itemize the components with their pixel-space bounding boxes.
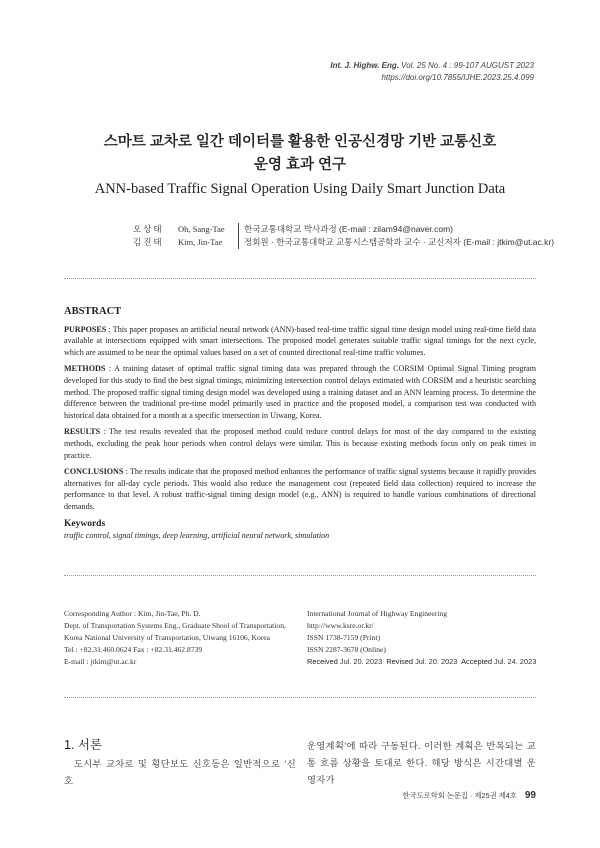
- page-number: 99: [524, 790, 536, 801]
- corresponding-email[interactable]: E-mail : jtkim@ut.ac.kr: [64, 657, 137, 666]
- corresponding-dept: Dept. of Transportation Systems Eng., Graduate Shool of Transportation,: [64, 621, 286, 630]
- title-korean: [0, 131, 600, 177]
- purposes-label: PURPOSES: [64, 324, 107, 334]
- publication-info: [307, 608, 536, 668]
- corresponding-phone: Tel : +82.31.460.0624 Fax : +82.31.462.8739: [64, 645, 203, 654]
- corresponding-institution: Korea National University of Transportation, Uiwang 16106, Korea: [64, 633, 271, 642]
- conclusions-label: CONCLUSIONS: [64, 467, 124, 477]
- conclusions-text: : The results indicate that the proposed method enhances the performance of traffic signal systems because it rapidly provides alternatives for all-day cycle periods. This would also reduce the management cost (repeated field data collection) required to increase the performance to that level. A robust traffic-signal timing design model (e.g., ANN) is required to handle various combinations of directional demands.: [64, 467, 536, 511]
- journal-citation: [330, 60, 534, 72]
- author-affiliation: 한국교통대학교 박사과정 (E-mail : zilam94@naver.com): [238, 223, 453, 236]
- methods-text: : A training dataset of optimal traffic signal timing data was prepared through the CORSIM Optimal Signal Timing program developed for this study to find the best signal timings, minimizing intersection control delays estimated with CORSIM and a heuristic searching method. The proposed traffic signal timing design model was developed using a training dataset and an ANN learning process. To determine the difference between the traditional pre-time model primarily used in practice and the proposed model, a comparison test was conducted with historical data obtained for a month at a specific intersection in Uiwang, Korea.: [64, 364, 536, 420]
- methods-label: METHODS: [64, 364, 106, 374]
- author-name-ko: 오상태: [133, 224, 164, 234]
- abstract-methods: [64, 363, 536, 421]
- correspondence-block: [64, 608, 286, 668]
- abstract-results: [64, 426, 536, 461]
- journal-volume: Vol. 25 No. 4 : 99-107 AUGUST 2023: [398, 61, 534, 70]
- revised-label: Revised: [386, 657, 414, 666]
- title-korean-line2: 운영 효과 연구: [253, 157, 347, 173]
- journal-url[interactable]: http://www.ksre.or.kr/: [307, 621, 374, 630]
- received-date: Jul. 20. 2023: [339, 657, 383, 666]
- page-footer: [403, 790, 536, 801]
- title-english: ANN-based Traffic Signal Operation Using Daily Smart Junction Data: [94, 181, 506, 197]
- author-name-en: Kim, Jin-Tae: [178, 237, 223, 247]
- body-text-left-column: 도시부 교차로 및 횡단보도 신호등은 일반적으로 ‘신호: [64, 759, 296, 786]
- publication-dates: [307, 656, 536, 668]
- revised-date: Jul. 20. 2023: [415, 657, 458, 666]
- author-affiliation: 정회원 · 한국교통대학교 교통시스템공학과 교수 · 교신저자 (E-mail : jtkim@ut.ac.kr): [238, 236, 554, 249]
- abstract-heading: ABSTRACT: [64, 306, 122, 317]
- accepted-label: Accepted: [461, 657, 492, 666]
- results-label: RESULTS: [64, 427, 101, 437]
- purposes-text: : This paper proposes an artificial neural network (ANN)-based real-time traffic signal time design model using real-time field data available at intersections equipped with smart intersections. The proposed model generates suitable traffic signal timings for the next cycle, which are assumed to be near the optimal values based on a set of counted directional real-time traffic volumes.: [64, 324, 536, 357]
- keywords-list: traffic control, signal timings, deep learning, artificial neural network, simulation: [64, 531, 330, 541]
- results-text: : The test results revealed that the proposed method could reduce control delays for most of the day compared to the existing methods, excluding the peak hour periods when control delays were similar. This is because existing methods focus only on peak times in practice.: [64, 427, 536, 460]
- divider: [64, 575, 536, 576]
- section-heading: 1. 서론: [64, 738, 103, 752]
- abstract: [64, 306, 536, 542]
- journal-abbrev: Int. J. Highw. Eng.: [330, 61, 399, 70]
- issn-online: ISSN 2287-3678 (Online): [307, 645, 386, 654]
- author-row: [133, 223, 554, 236]
- journal-name: International Journal of Highway Engineering: [307, 609, 448, 618]
- author-name-en: Oh, Sang-Tae: [178, 224, 225, 234]
- running-head: 한국도로학회 논문집 · 제25권 제4호: [402, 791, 517, 800]
- divider: [64, 697, 536, 698]
- abstract-conclusions: [64, 466, 536, 512]
- received-label: Received: [307, 657, 338, 666]
- divider: [64, 278, 536, 279]
- accepted-date: Jul. 24. 2023: [494, 657, 537, 666]
- body-text-right-column: 운영계획’에 따라 구동된다. 이러한 계획은 반복되는 교통 흐름 상황을 토대로 한다. 해당 방식은 시간대별 운영자가: [307, 741, 536, 785]
- keywords-heading: Keywords: [64, 518, 106, 529]
- author-list: [133, 223, 554, 249]
- doi-link[interactable]: https://doi.org/10.7855/IJHE.2023.25.4.099: [381, 73, 534, 82]
- issn-print: ISSN 1738-7159 (Print): [307, 633, 380, 642]
- author-row: [133, 236, 554, 249]
- abstract-purposes: [64, 324, 536, 359]
- journal-citation-block: [330, 60, 534, 84]
- title-korean-line1: 스마트 교차로 일간 데이터를 활용한 인공신경망 기반 교통신호: [103, 134, 497, 150]
- corresponding-author: Corresponding Author : Kim, Jin-Tae, Ph. D.: [64, 609, 201, 618]
- author-name-ko: 김진태: [133, 237, 164, 247]
